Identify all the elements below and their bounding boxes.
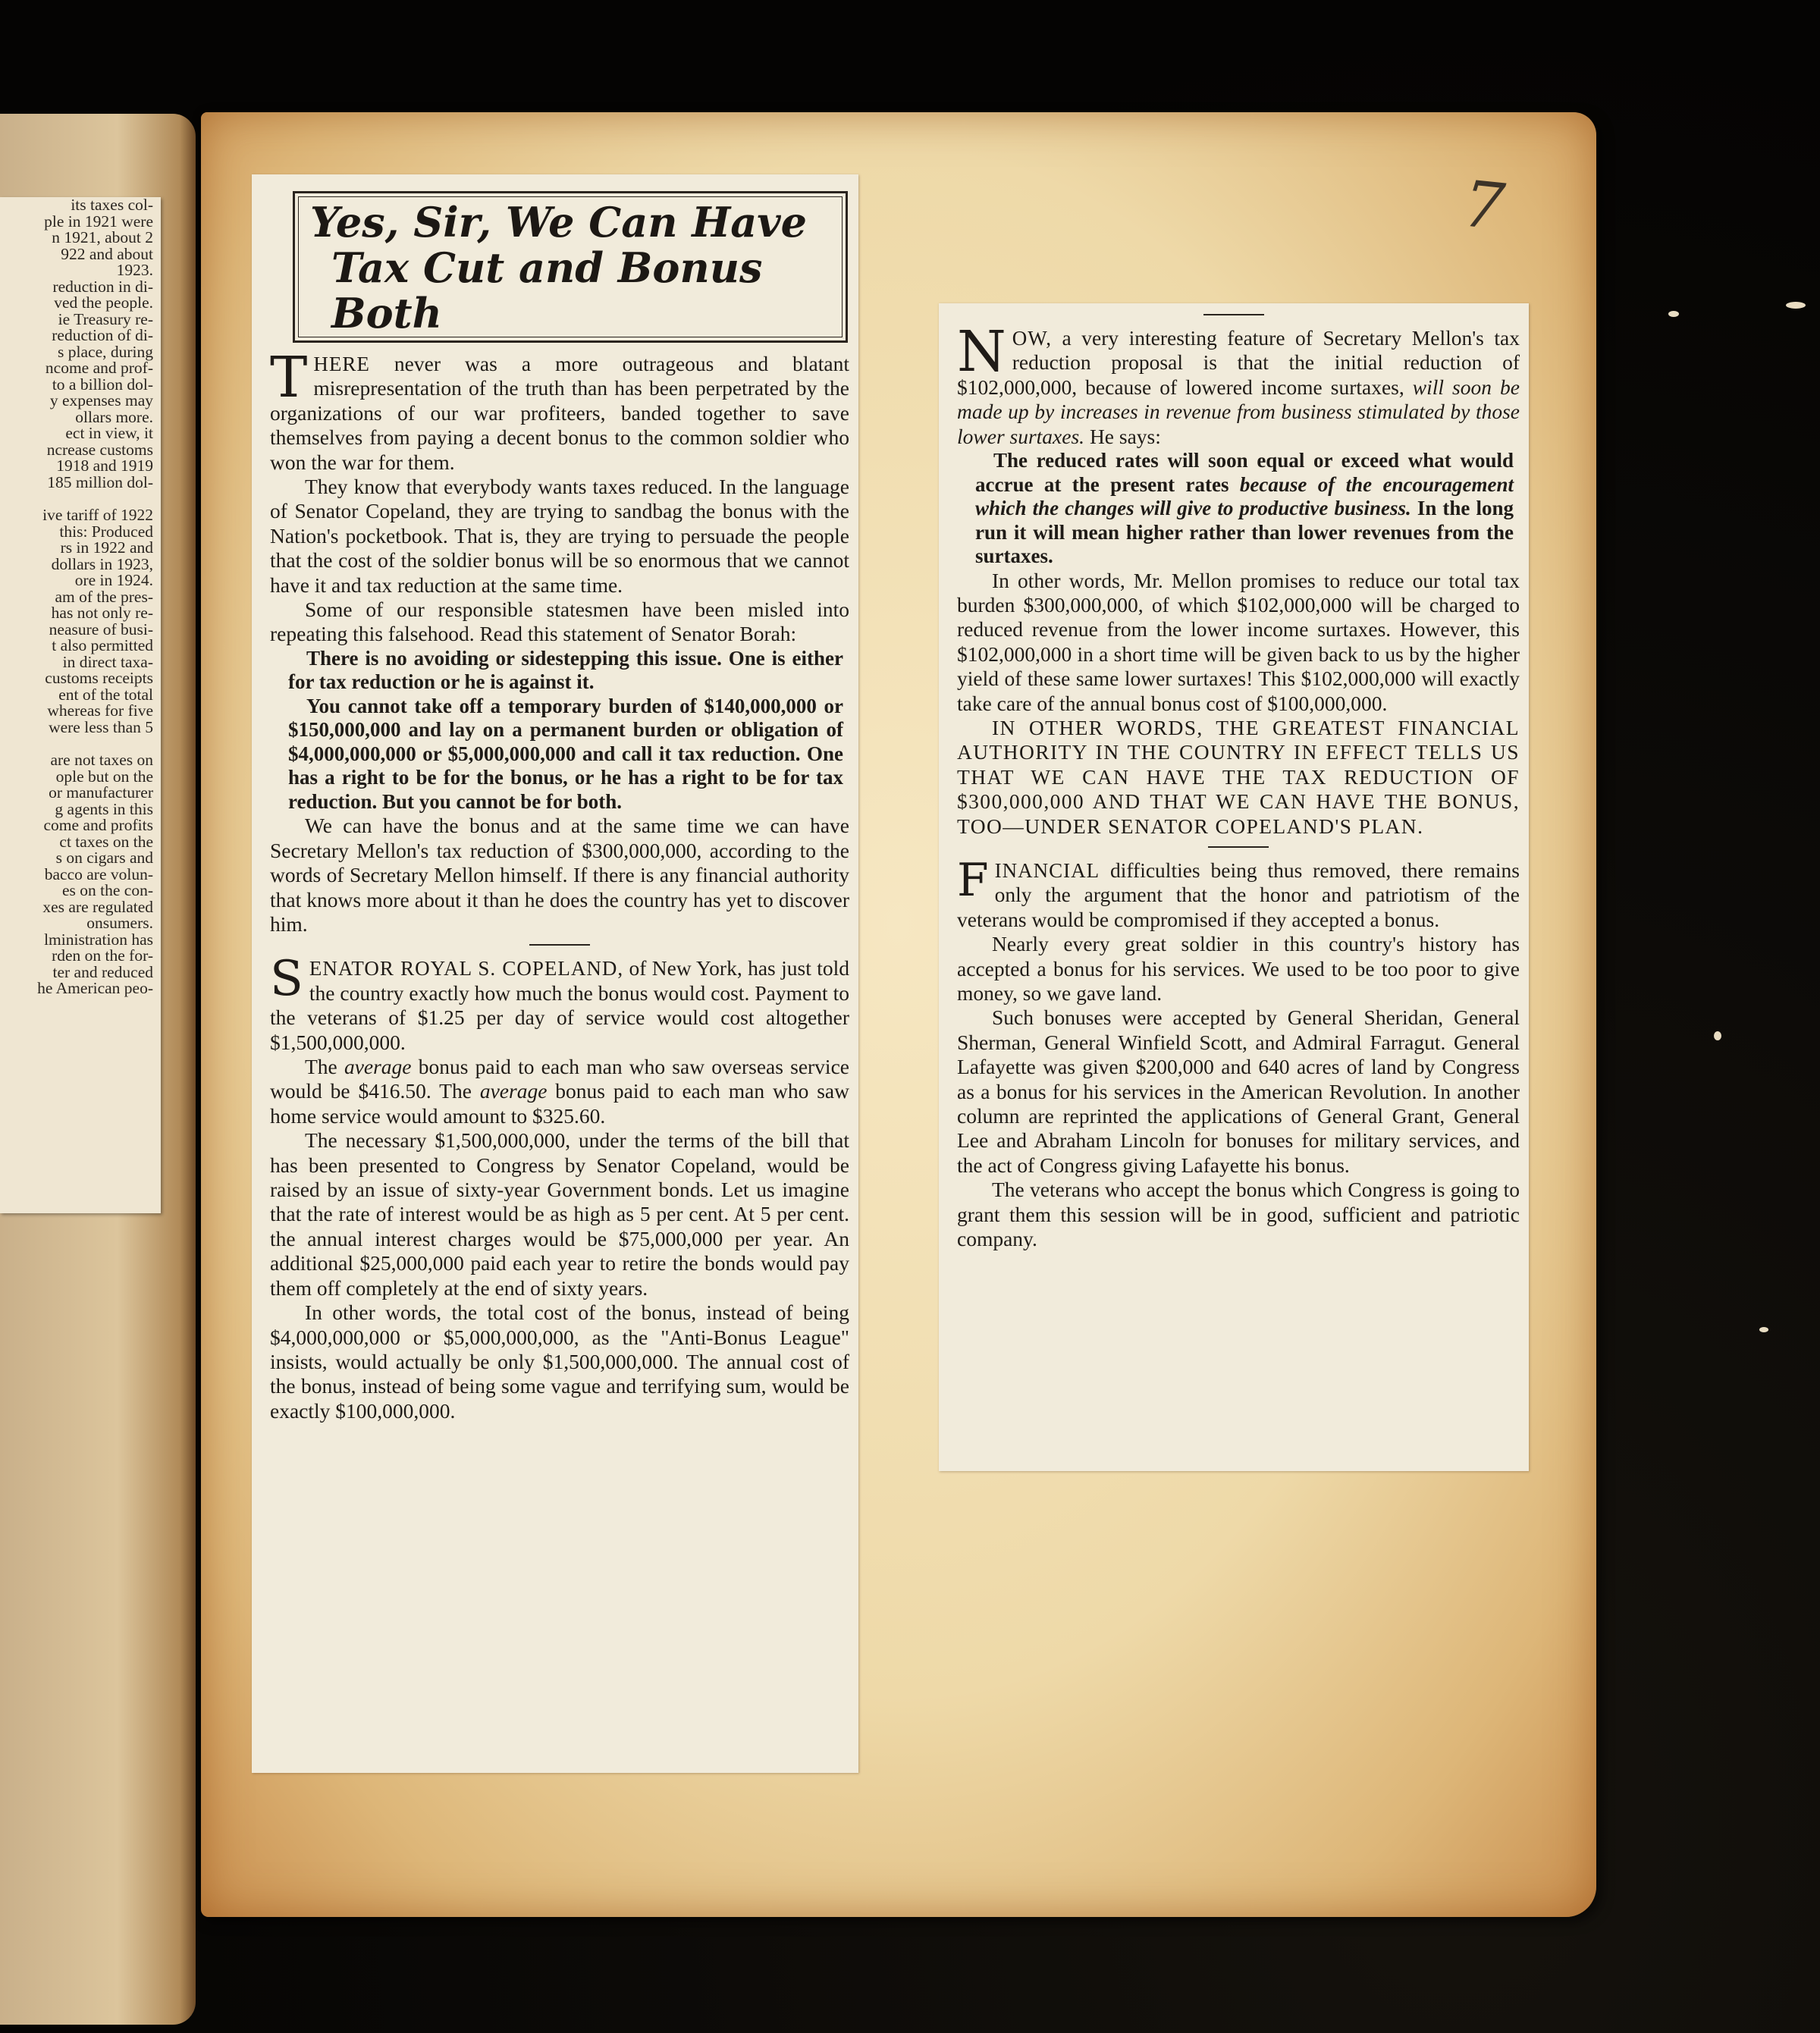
fragment-line: ter and reduced: [52, 962, 153, 981]
fragment-line: y expenses may: [49, 391, 153, 409]
paragraph: The veterans who accept the bonus which Congress is going to grant them this session will be in good, sufficient and patriotic company.: [957, 1178, 1520, 1251]
fragment-line: 922 and about: [61, 244, 153, 263]
paragraph: In other words, the total cost of the bonus, instead of being $4,000,000,000 or $5,000,000,000, as the "Anti-Bonus League" insists, would actually be only $1,500,000,000. The annual cost of the bonus, instead of being some vague and terrifying sum, would be exactly $100,000,000.: [270, 1300, 849, 1423]
fragment-line: customs receipts: [45, 669, 153, 687]
paper-fleck: [1759, 1327, 1768, 1332]
column-2-text: [939, 319, 1529, 1252]
fragment-line: rs in 1922 and: [60, 538, 153, 557]
fragment-line: he American peo-: [37, 979, 153, 997]
fragment-line: to a billion dol-: [52, 375, 153, 394]
fragment-line: its taxes col-: [71, 197, 153, 214]
article-headline: [303, 199, 838, 336]
headline-line-2: Tax Cut and Bonus Both: [331, 243, 763, 337]
lead-word: INANCIAL: [994, 859, 1100, 882]
paragraph: Such bonuses were accepted by General Sheridan, General Sherman, General Winfield Scott, and Admiral Farragut. General Lafayette was given $200,000 and 640 acres of land by Congress as a bonus for his services in the American Revolution. In another column are reprinted the applications of General Grant, General Lee and Abraham Lincoln for bonuses for military services, and the act of Congress giving Lafayette his bonus.: [957, 1006, 1520, 1177]
fragment-line: 185 million dol-: [47, 472, 153, 491]
quote-paragraph: You cannot take off a temporary burden of $140,000,000 or $150,000,000 and lay on a permanent burden or obligation of $4,000,000,000 or $5,000,000,000 and call it tax reduction. One has a right to be for the bonus, or he has a right to be for tax reduction. But you cannot be for both.: [288, 694, 843, 813]
headline-box: [293, 191, 848, 343]
section-rule: [1203, 314, 1264, 315]
caps-paragraph: IN OTHER WORDS, THE GREATEST FINANCIAL AUTHORITY IN THE COUNTRY IN EFFECT TELLS US THAT WE CAN HAVE THE TAX REDUCTION OF $300,000,000 AND THAT WE CAN HAVE THE BONUS, TOO—UNDER SENATOR COPELAND'S PLAN.: [957, 715, 1520, 838]
quote-paragraph: There is no avoiding or sidestepping this issue. One is either for tax reduction or he is against it.: [288, 646, 843, 694]
paper-fleck: [1786, 302, 1806, 309]
fragment-line: ople but on the: [55, 767, 153, 786]
fragment-line: dollars in 1923,: [51, 554, 153, 573]
fragment-line: ple in 1921 were: [44, 212, 153, 231]
drop-cap: F: [957, 854, 989, 907]
headline-line-1: Yes, Sir, We Can Have: [310, 198, 808, 246]
fragment-line: ore in 1924.: [74, 571, 153, 589]
fragment-line: ved the people.: [54, 293, 153, 312]
fragment-line: reduction in di-: [52, 277, 153, 296]
fragment-line: whereas for five: [47, 701, 153, 720]
fragment-line: 1918 and 1919: [56, 456, 153, 475]
fragment-line: ncome and prof-: [45, 359, 153, 377]
fragment-line: xes are regulated: [42, 897, 153, 916]
fragment-line: ie Treasury re-: [58, 309, 153, 328]
left-page-clipping-fragment: [0, 197, 161, 1213]
fragment-line: has not only re-: [51, 604, 153, 622]
fragment-gap: [0, 736, 161, 752]
fragment-line: s on cigars and: [55, 849, 153, 867]
fragment-line: or manufacturer: [49, 783, 153, 802]
paragraph: FINANCIAL difficulties being thus removed, there remains only the argument that the honor and patriotism of the veterans would be compromised if they accepted a bonus.: [957, 854, 1520, 931]
paper-fleck: [1714, 1031, 1721, 1040]
paragraph: In other words, Mr. Mellon promises to reduce our total tax burden $300,000,000, of which $102,000,000 will be charged to reduced revenue from the lower income surtaxes. However, this $102,000,000 in a short time will be given back to us by the higher yield of these same lower surtaxes! This $102,000,000 will exactly take care of the annual bonus cost of $100,000,000.: [957, 568, 1520, 715]
fragment-line: neasure of busi-: [49, 620, 153, 638]
paragraph: The necessary $1,500,000,000, under the terms of the bill that has been presented to Congress by Senator Copeland, would be raised by an issue of sixty-year Government bonds. Let us imagine that the rate of interest would be as high as 5 per cent. At 5 per cent. the annual interest charges would be $75,000,000 per year. An additional $25,000,000 paid each year to retire the bonds would pay them off completely at the end of sixty years.: [270, 1128, 849, 1300]
column-1-text: [252, 345, 858, 1423]
article-clipping-column-2: [939, 303, 1529, 1471]
fragment-line: come and profits: [43, 816, 153, 834]
drop-cap: N: [957, 319, 1006, 384]
fragment-line: am of the pres-: [55, 587, 153, 606]
article-clipping-column-1: [252, 174, 858, 1773]
drop-cap: T: [270, 345, 308, 410]
fragment-line: g agents in this: [55, 799, 153, 818]
paragraph: The average bonus paid to each man who saw overseas service would be $416.50. The average bonus paid to each man who saw home service would amount to $325.60.: [270, 1055, 849, 1128]
fragment-line: ollars more.: [75, 407, 153, 426]
fragment-line: reduction of di-: [52, 326, 153, 344]
fragment-line: ct taxes on the: [59, 832, 153, 851]
paragraph: Some of our responsible statesmen have been misled into repeating this falsehood. Read this statement of Senator Borah:: [270, 598, 849, 646]
paragraph: We can have the bonus and at the same time we can have Secretary Mellon's tax reduction of $300,000,000, according to the words of Secretary Mellon himself. If there is any financial authority that knows more about it than he does the country has yet to discover him.: [270, 814, 849, 936]
fragment-line: ent of the total: [58, 685, 153, 704]
fragment-line: rden on the for-: [52, 946, 153, 965]
fragment-line: es on the con-: [61, 881, 153, 899]
quote-paragraph: The reduced rates will soon equal or exceed what would accrue at the present rates because of the encouragement which the changes will give to productive business. In the long run it will mean higher rather than lower revenues from the surtaxes.: [975, 449, 1514, 568]
paragraph: Nearly every great soldier in this country's history has accepted a bonus for his services. We used to be too poor to give money, so we gave land.: [957, 932, 1520, 1006]
fragment-line: ncrease customs: [46, 440, 153, 459]
fragment-line: ive tariff of 1922: [42, 506, 153, 524]
lead-word: OW,: [1012, 327, 1053, 350]
fragment-line: s place, during: [58, 342, 153, 361]
fragment-line: onsumers.: [86, 914, 153, 932]
paragraph: They know that everybody wants taxes reduced. In the language of Senator Copeland, they are trying to sandbag the bonus with the Nation's pocketbook. That is, they are trying to persuade the people that the cost of the soldier bonus will be so enormous that we cannot have it and tax reduction at the same time.: [270, 475, 849, 597]
left-page-edge: [0, 114, 196, 2025]
paragraph: THERE never was a more outrageous and blatant misrepresentation of the truth than has been perpetrated by the organizations of our war profiteers, banded together to save themselves from paying a decent bonus to the common soldier who won the war for them.: [270, 345, 849, 474]
fragment-line: this: Produced: [59, 522, 153, 541]
section-rule: [1208, 846, 1269, 848]
fragment-line: lministration has: [44, 930, 153, 949]
section-rule: [529, 944, 590, 946]
fragment-line: in direct taxa-: [62, 652, 153, 671]
fragment-line: ect in view, it: [65, 424, 153, 442]
fragment-line: are not taxes on: [50, 751, 153, 769]
fragment-gap: [0, 491, 161, 507]
paper-fleck: [1668, 311, 1679, 317]
fragment-line: were less than 5: [49, 717, 153, 736]
fragment-line: t also permitted: [52, 636, 153, 654]
drop-cap: S: [270, 951, 303, 1008]
paragraph: SENATOR ROYAL S. COPELAND, of New York, has just told the country exactly how much the bonus would cost. Payment to the veterans of $1.25 per day of service would cost altogether $1,500,000,000.: [270, 951, 849, 1054]
handwritten-page-number: 7: [1460, 166, 1508, 245]
fragment-line: bacco are volun-: [44, 864, 153, 883]
lead-word: HERE: [313, 353, 370, 375]
fragment-line: 1923.: [116, 261, 153, 279]
lead-words: ENATOR ROYAL S. COPELAND,: [309, 957, 624, 980]
fragment-line: n 1921, about 2: [52, 228, 153, 246]
paragraph: NOW, a very interesting feature of Secretary Mellon's tax reduction proposal is that the initial reduction of $102,000,000, because of lowered income surtaxes, will soon be made up by increases in revenue from business stimulated by those lower surtaxes. He says:: [957, 319, 1520, 448]
